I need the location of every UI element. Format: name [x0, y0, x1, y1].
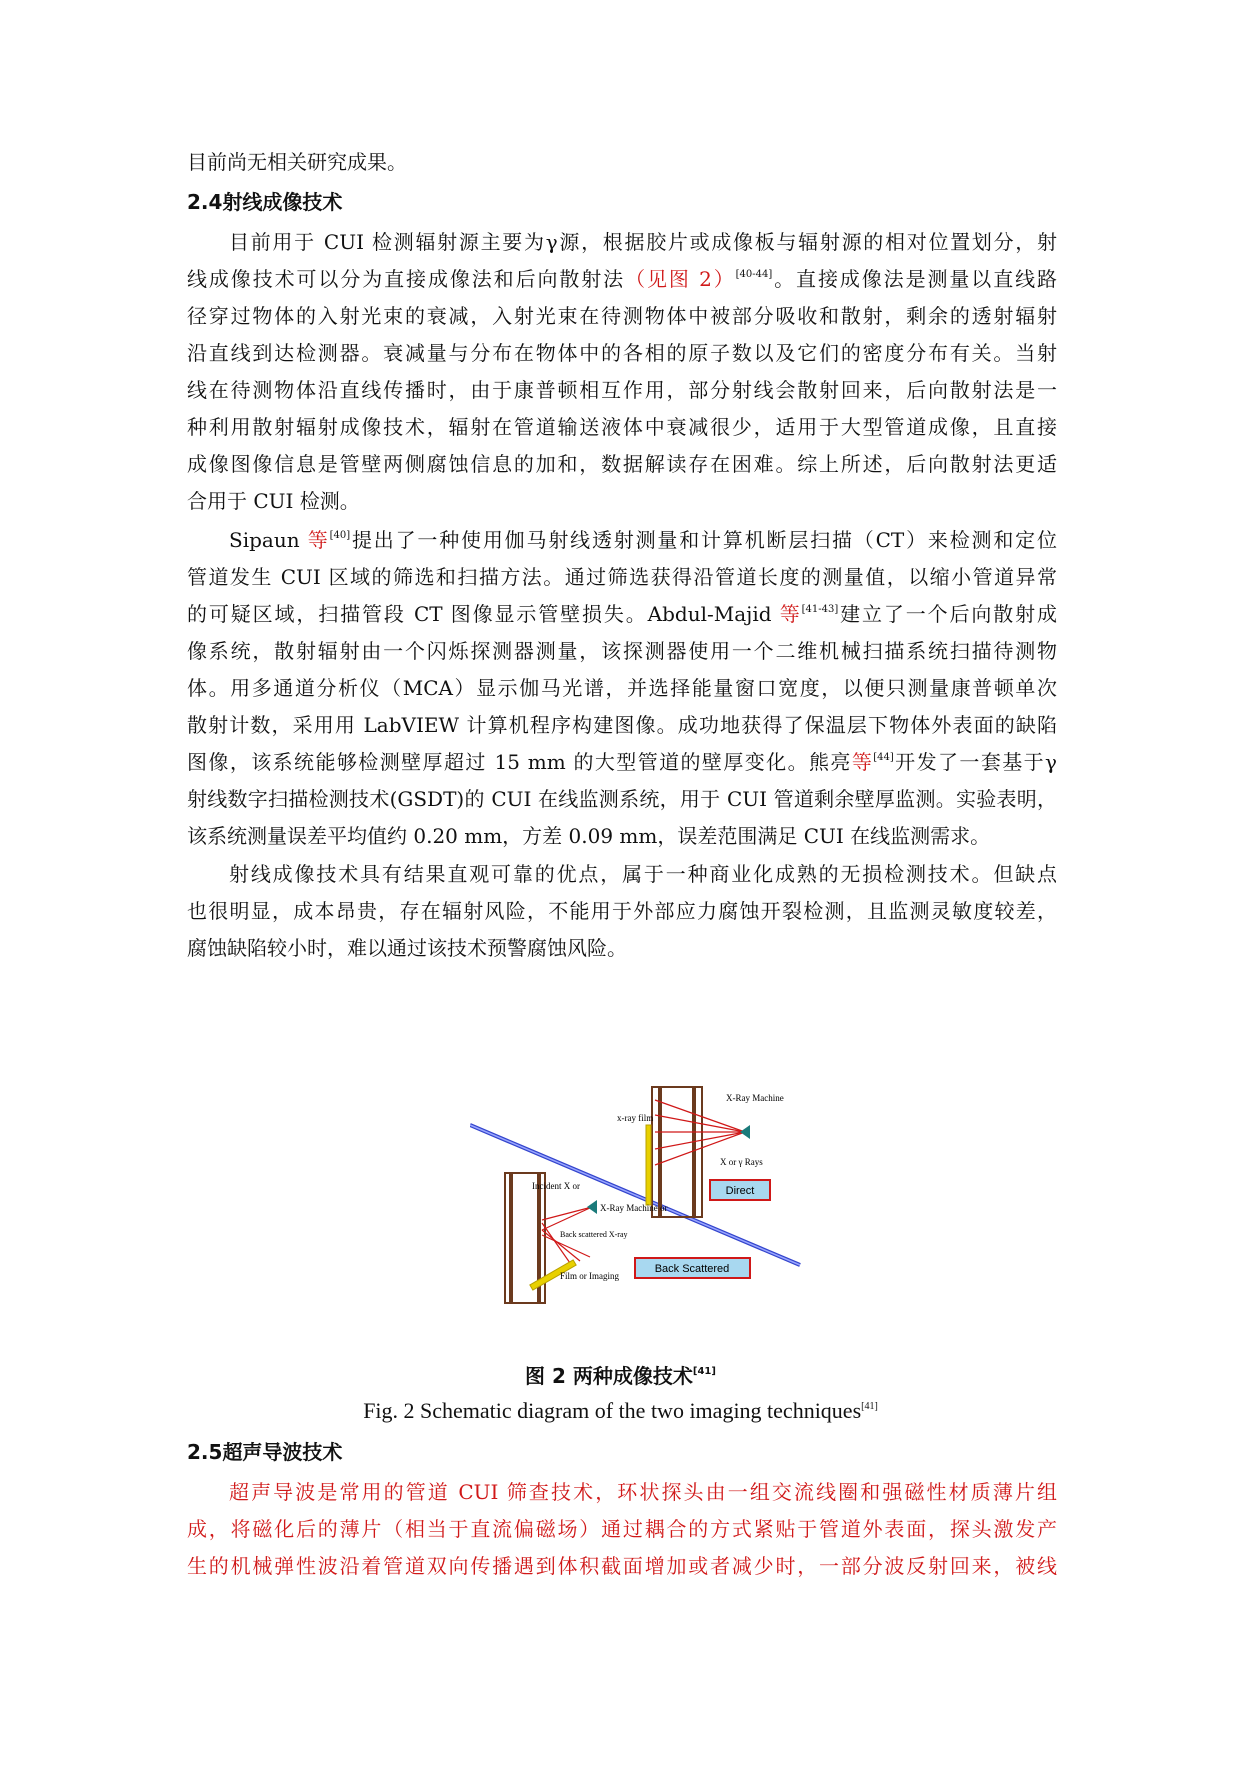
citation: [40-44]: [735, 269, 773, 280]
paragraph-line: 成像图像信息是管壁两侧腐蚀信息的加和，数据解读存在困难。综上所述，后向散射法更适: [187, 452, 1057, 476]
paragraph-line: 线成像技术可以分为直接成像法和后向散射法（见图 2）[40-44]。直接成像法是测量以直线路: [187, 267, 1058, 291]
svg-text:X-Ray Machine: X-Ray Machine: [726, 1093, 784, 1103]
figure-reference: （见图 2）: [625, 267, 736, 291]
paragraph-line: 腐蚀缺陷较小时，难以通过该技术预警腐蚀风险。: [187, 936, 627, 960]
svg-text:Direct: Direct: [725, 1185, 755, 1197]
figure-caption-cn: 图 2 两种成像技术[41]: [525, 1364, 716, 1388]
paragraph-line: 该系统测量误差平均值约 0.20 mm，方差 0.09 mm，误差范围满足 CUI 在线监测需求。: [187, 824, 991, 848]
section-heading-2-5: 2.5超声导波技术: [187, 1440, 343, 1464]
paragraph-line: 目前用于 CUI 检测辐射源主要为γ源，根据胶片或成像板与辐射源的相对位置划分，射: [229, 230, 1057, 254]
svg-text:Back Scattered: Back Scattered: [654, 1263, 730, 1275]
citation: [41-43]: [801, 604, 839, 615]
paragraph-line: 的可疑区域，扫描管段 CT 图像显示管壁损失。Abdul-Majid 等[41-43]建立了一个后向散射成: [187, 602, 1058, 626]
svg-text:X-Ray Machine or: X-Ray Machine or: [600, 1203, 668, 1213]
figure-caption-en: Fig. 2 Schematic diagram of the two imaging techniques[41]: [363, 1398, 878, 1423]
paragraph-line: 也很明显，成本昂贵，存在辐射风险，不能用于外部应力腐蚀开裂检测，且监测灵敏度较差，: [187, 899, 1057, 923]
paragraph-line: 种利用散射辐射成像技术，辐射在管道输送液体中衰减很少，适用于大型管道成像，且直接: [187, 415, 1057, 439]
paragraph-line: 射线数字扫描检测技术(GSDT)的 CUI 在线监测系统，用于 CUI 管道剩余壁厚监测。实验表明，: [187, 787, 1057, 811]
citation: [44]: [873, 752, 894, 763]
imaging-techniques-diagram: [470, 1085, 820, 1330]
paragraph-line: 射线成像技术具有结果直观可靠的优点，属于一种商业化成熟的无损检测技术。但缺点: [229, 862, 1057, 886]
paragraph-line: 超声导波是常用的管道 CUI 筛查技术，环状探头由一组交流线圈和强磁性材质薄片组: [229, 1480, 1057, 1504]
paragraph-line: 图像，该系统能够检测壁厚超过 15 mm 的大型管道的壁厚变化。熊亮等[44]开发了一套基于γ: [187, 750, 1058, 774]
paragraph-line: 像系统，散射辐射由一个闪烁探测器测量，该探测器使用一个二维机械扫描系统扫描待测物: [187, 639, 1057, 663]
xray-source: [740, 1125, 750, 1139]
paragraph-line: 线在待测物体沿直线传播时，由于康普顿相互作用，部分射线会散射回来，后向散射法是一: [187, 378, 1057, 402]
paragraph-line: 合用于 CUI 检测。: [187, 489, 360, 513]
svg-text:x-ray film: x-ray film: [617, 1113, 654, 1123]
section-heading-2-4: 2.4射线成像技术: [187, 190, 343, 214]
paragraph-line: 成，将磁化后的薄片（相当于直流偏磁场）通过耦合的方式紧贴于管道外表面，探头激发产: [187, 1517, 1057, 1541]
svg-text:Incident X or: Incident X or: [532, 1181, 580, 1191]
paragraph-line: Sipaun 等[40]提出了一种使用伽马射线透射测量和计算机断层扫描（CT）来检测和定位: [229, 528, 1057, 552]
paragraph-line: 散射计数，采用用 LabVIEW 计算机程序构建图像。成功地获得了保温层下物体外表面的缺陷: [187, 713, 1057, 737]
svg-text:Film or Imaging: Film or Imaging: [560, 1271, 619, 1281]
paragraph-line: 生的机械弹性波沿着管道双向传播遇到体积截面增加或者减少时，一部分波反射回来，被线: [187, 1554, 1057, 1578]
paragraph-line: 体。用多通道分析仪（MCA）显示伽马光谱，并选择能量窗口宽度，以便只测量康普顿单次: [187, 676, 1057, 700]
continued-text: 目前尚无相关研究成果。: [187, 150, 407, 174]
svg-text:Back scattered X-ray: Back scattered X-ray: [560, 1230, 628, 1239]
paragraph-line: 径穿过物体的入射光束的衰减，入射光束在待测物体中被部分吸收和散射，剩余的透射辐射: [187, 304, 1057, 328]
citation: [40]: [329, 530, 351, 541]
paragraph-line: 管道发生 CUI 区域的筛选和扫描方法。通过筛选获得沿管道长度的测量值，以缩小管道异常: [187, 565, 1057, 589]
svg-text:X or γ Rays: X or γ Rays: [720, 1157, 763, 1167]
paragraph-line: 沿直线到达检测器。衰减量与分布在物体中的各相的原子数以及它们的密度分布有关。当射: [187, 341, 1057, 365]
xray-film: [646, 1125, 651, 1205]
